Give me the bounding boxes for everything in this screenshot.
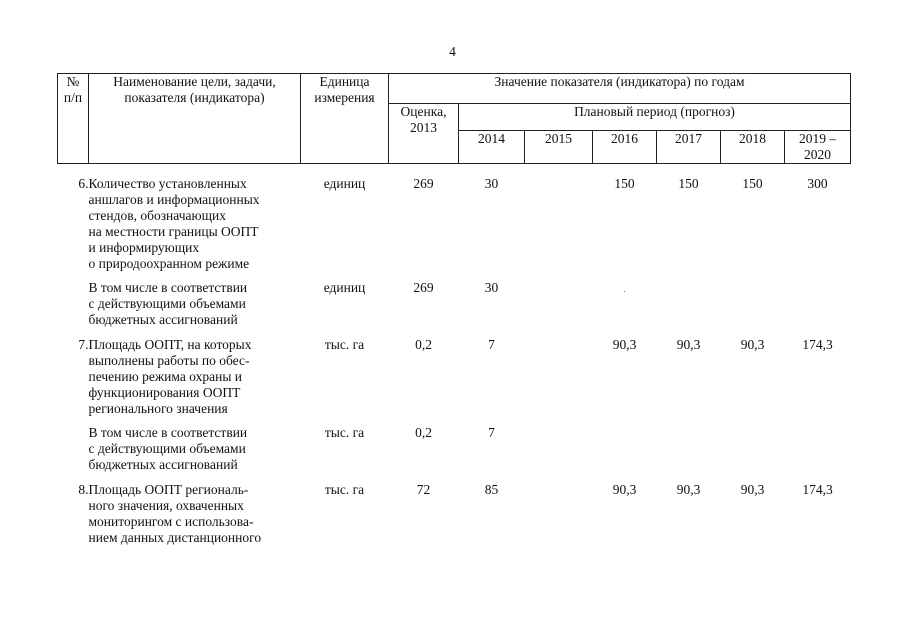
value-cell [593,417,657,473]
value-cell: 150 [678,176,699,191]
table-row [58,272,851,328]
value-cell: 30 [484,176,499,191]
unit-cell: тыс. га [324,425,365,440]
unit-cell: тыс. га [324,337,365,352]
value-cell: 90,3 [740,482,765,497]
indicator-name: Площадь ООПТ, на которых выполнены работы по обес- печению режима охраны и функционирования ООПТ регионального значения [88,337,252,416]
unit-cell: единиц [323,176,366,191]
value-cell [721,272,785,328]
value-cell: 7 [488,337,495,352]
indicator-name: Количество установленных аншлагов и информационных стендов, обозначающих на местности границы ООПТ и информирующих о природоохранном режиме [88,176,260,271]
row-number [58,417,89,473]
header-name: Наименование цели, задачи, показателя (индикатора) [89,74,301,164]
header-estimate-2013: Оценка, 2013 [389,104,459,164]
header-year: 2014 [459,131,525,164]
header-num: № п/п [58,74,89,164]
header-year: 2018 [721,131,785,164]
value-cell: 7 [488,425,495,440]
value-cell: 0,2 [415,425,432,440]
value-cell [593,272,657,328]
value-cell [525,473,593,546]
value-cell: 269 [413,280,434,295]
row-number: 6. [78,176,89,191]
header-year-2019-2020: 2019 – 2020 [785,131,851,164]
table-row [58,417,851,473]
value-cell [525,328,593,417]
header-unit: Единица измерения [301,74,389,164]
value-cell: 90,3 [612,482,637,497]
table-row [58,164,851,273]
value-cell [525,417,593,473]
value-cell [721,417,785,473]
unit-cell: единиц [323,280,366,295]
indicator-name: В том числе в соответствии с действующими объемами бюджетных ассигнований [88,280,248,327]
value-cell: 150 [742,176,763,191]
value-cell: 85 [484,482,499,497]
value-cell: 300 [807,176,828,191]
value-cell [525,272,593,328]
header-year: 2017 [657,131,721,164]
page-number: 4 [449,44,456,59]
indicator-table [57,73,851,546]
value-cell [657,272,721,328]
value-cell: 72 [416,482,431,497]
value-cell: 90,3 [612,337,637,352]
scan-speck [624,291,625,292]
indicator-name: Площадь ООПТ региональ- ного значения, охваченных мониторингом с использова- нием данных дистанционного [88,482,262,545]
row-number [58,272,89,328]
value-cell: 174,3 [802,337,833,352]
value-cell [657,417,721,473]
row-number: 8. [78,482,89,497]
value-cell: 150 [614,176,635,191]
value-cell: 30 [484,280,499,295]
value-cell [525,164,593,273]
indicator-name: В том числе в соответствии с действующими объемами бюджетных ассигнований [88,425,248,472]
header-planned-period: Плановый период (прогноз) [459,104,851,131]
header-values-by-year: Значение показателя (индикатора) по годам [389,74,851,104]
value-cell: 90,3 [676,337,701,352]
table-body [58,164,851,547]
value-cell: 269 [413,176,434,191]
value-cell [785,417,851,473]
value-cell: 0,2 [415,337,432,352]
value-cell: 174,3 [802,482,833,497]
header-year: 2016 [593,131,657,164]
value-cell [785,272,851,328]
table-header [58,74,851,164]
table-row [58,328,851,417]
row-number: 7. [78,337,89,352]
header-year: 2015 [525,131,593,164]
value-cell: 90,3 [676,482,701,497]
unit-cell: тыс. га [324,482,365,497]
value-cell: 90,3 [740,337,765,352]
table-row [58,473,851,546]
